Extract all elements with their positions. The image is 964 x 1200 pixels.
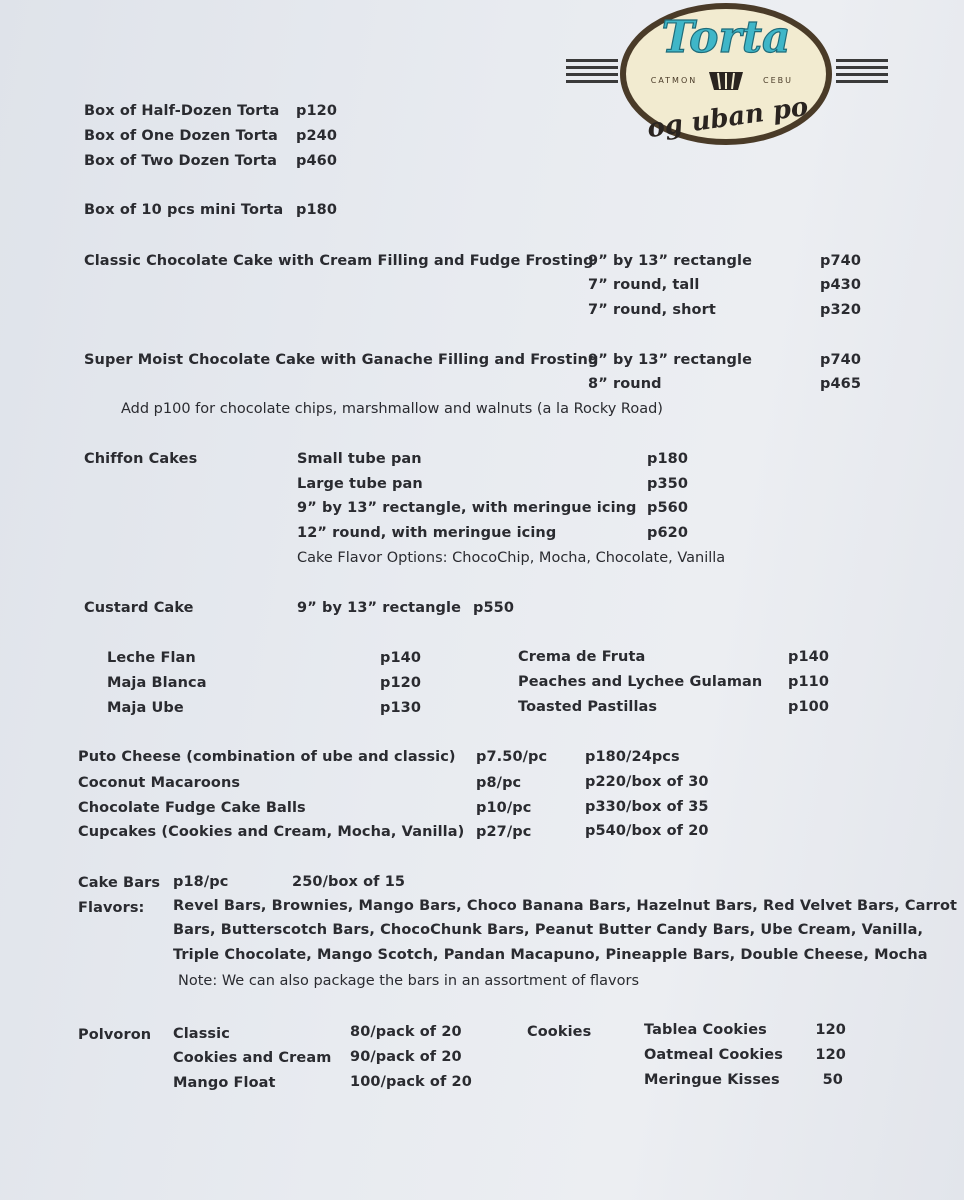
polvoron-price: 90/pack of 20 — [350, 1049, 462, 1065]
torta-item-price: p240 — [296, 128, 338, 144]
chiffon-price: p560 — [647, 500, 689, 516]
torta-item-price: p460 — [296, 153, 338, 169]
piece-name: Cupcakes (Cookies and Cream, Mocha, Vanilla) — [78, 824, 465, 840]
logo-right-text: CEBU — [763, 76, 793, 85]
cake-price: p320 — [820, 302, 862, 318]
flavors-label: Flavors: — [78, 900, 145, 916]
dessert-price: p140 — [380, 650, 422, 666]
chiffon-size: 9” by 13” rectangle, with meringue icing — [297, 500, 637, 516]
dessert-name: Peaches and Lychee Gulaman — [518, 674, 763, 690]
custard-price: p550 — [473, 600, 515, 616]
flavors-line: Revel Bars, Brownies, Mango Bars, Choco Banana Bars, Hazelnut Bars, Red Velvet Bars, Carrot — [173, 898, 958, 914]
custard-name: Custard Cake — [84, 600, 194, 616]
polvoron-price: 100/pack of 20 — [350, 1074, 472, 1090]
cookie-price: 120 — [815, 1022, 846, 1038]
torta-item-name: Box of 10 pcs mini Torta — [84, 202, 284, 218]
piece-name: Coconut Macaroons — [78, 775, 241, 791]
dessert-name: Leche Flan — [107, 650, 196, 666]
cake-bars-label: Cake Bars — [78, 875, 161, 891]
cake-price: p465 — [820, 376, 862, 392]
polvoron-flavor: Classic — [173, 1026, 230, 1042]
piece-unit-price: p7.50/pc — [476, 749, 548, 765]
piece-unit-price: p27/pc — [476, 824, 532, 840]
classic-cake-name: Classic Chocolate Cake with Cream Filling and Fudge Frosting — [84, 253, 594, 269]
cake-size: 8” round — [588, 376, 662, 392]
cookie-name: Oatmeal Cookies — [644, 1047, 783, 1063]
chiffon-flavors: Cake Flavor Options: ChocoChip, Mocha, Chocolate, Vanilla — [297, 550, 726, 566]
torta-item-name: Box of Two Dozen Torta — [84, 153, 278, 169]
cake-size: 7” round, short — [588, 302, 716, 318]
torta-logo — [566, 2, 888, 148]
dessert-name: Crema de Fruta — [518, 649, 646, 665]
piece-unit-price: p8/pc — [476, 775, 522, 791]
logo-title: Torta — [661, 12, 791, 63]
chiffon-size: 12” round, with meringue icing — [297, 525, 557, 541]
dessert-price: p130 — [380, 700, 422, 716]
dessert-price: p110 — [788, 674, 830, 690]
cookie-price: 50 — [822, 1072, 843, 1088]
logo-tagline: og uban po — [645, 91, 811, 145]
piece-box-price: p220/box of 30 — [585, 774, 709, 790]
cookies-label: Cookies — [527, 1024, 592, 1040]
logo-left-text: CATMON — [650, 76, 698, 85]
polvoron-flavor: Mango Float — [173, 1075, 276, 1091]
piece-name: Chocolate Fudge Cake Balls — [78, 800, 306, 816]
chiffon-price: p620 — [647, 525, 689, 541]
polvoron-label: Polvoron — [78, 1027, 152, 1043]
chiffon-size: Small tube pan — [297, 451, 422, 467]
dessert-name: Maja Ube — [107, 700, 184, 716]
cookie-price: 120 — [815, 1047, 846, 1063]
torta-item-price: p120 — [296, 103, 338, 119]
cookie-name: Tablea Cookies — [644, 1022, 767, 1038]
polvoron-price: 80/pack of 20 — [350, 1024, 462, 1040]
piece-name: Puto Cheese (combination of ube and classic) — [78, 749, 456, 765]
flavors-line: Triple Chocolate, Mango Scotch, Pandan Macapuno, Pineapple Bars, Double Cheese, Mocha — [173, 947, 928, 963]
cake-size: 9” by 13” rectangle — [588, 253, 753, 269]
torta-item-name: Box of One Dozen Torta — [84, 128, 278, 144]
cake-bars-note: Note: We can also package the bars in an assortment of flavors — [178, 973, 640, 989]
dessert-name: Toasted Pastillas — [518, 699, 658, 715]
piece-box-price: p180/24pcs — [585, 749, 680, 765]
piece-unit-price: p10/pc — [476, 800, 532, 816]
logo-right-bars — [836, 59, 888, 83]
cake-price: p430 — [820, 277, 862, 293]
chiffon-name: Chiffon Cakes — [84, 451, 198, 467]
cake-bars-unit-price: p18/pc — [173, 874, 229, 890]
dessert-price: p120 — [380, 675, 422, 691]
moist-cake-name: Super Moist Chocolate Cake with Ganache Filling and Frosting — [84, 352, 599, 368]
chiffon-price: p180 — [647, 451, 689, 467]
cake-price: p740 — [820, 352, 862, 368]
chiffon-size: Large tube pan — [297, 476, 423, 492]
dessert-price: p140 — [788, 649, 830, 665]
cake-price: p740 — [820, 253, 862, 269]
torta-item-price: p180 — [296, 202, 338, 218]
dessert-name: Maja Blanca — [107, 675, 207, 691]
logo-left-bars — [566, 59, 618, 83]
custard-size: 9” by 13” rectangle — [297, 600, 462, 616]
piece-box-price: p540/box of 20 — [585, 823, 709, 839]
dessert-price: p100 — [788, 699, 830, 715]
polvoron-flavor: Cookies and Cream — [173, 1050, 332, 1066]
cake-bars-box-price: 250/box of 15 — [292, 874, 406, 890]
rocky-road-note: Add p100 for chocolate chips, marshmallow and walnuts (a la Rocky Road) — [121, 401, 663, 417]
cake-size: 9” by 13” rectangle — [588, 352, 753, 368]
cake-size: 7” round, tall — [588, 277, 700, 293]
flavors-line: Bars, Butterscotch Bars, ChocoChunk Bars, Peanut Butter Candy Bars, Ube Cream, Vanilla, — [173, 922, 924, 938]
cookie-name: Meringue Kisses — [644, 1072, 780, 1088]
torta-item-name: Box of Half-Dozen Torta — [84, 103, 280, 119]
chiffon-price: p350 — [647, 476, 689, 492]
piece-box-price: p330/box of 35 — [585, 799, 709, 815]
